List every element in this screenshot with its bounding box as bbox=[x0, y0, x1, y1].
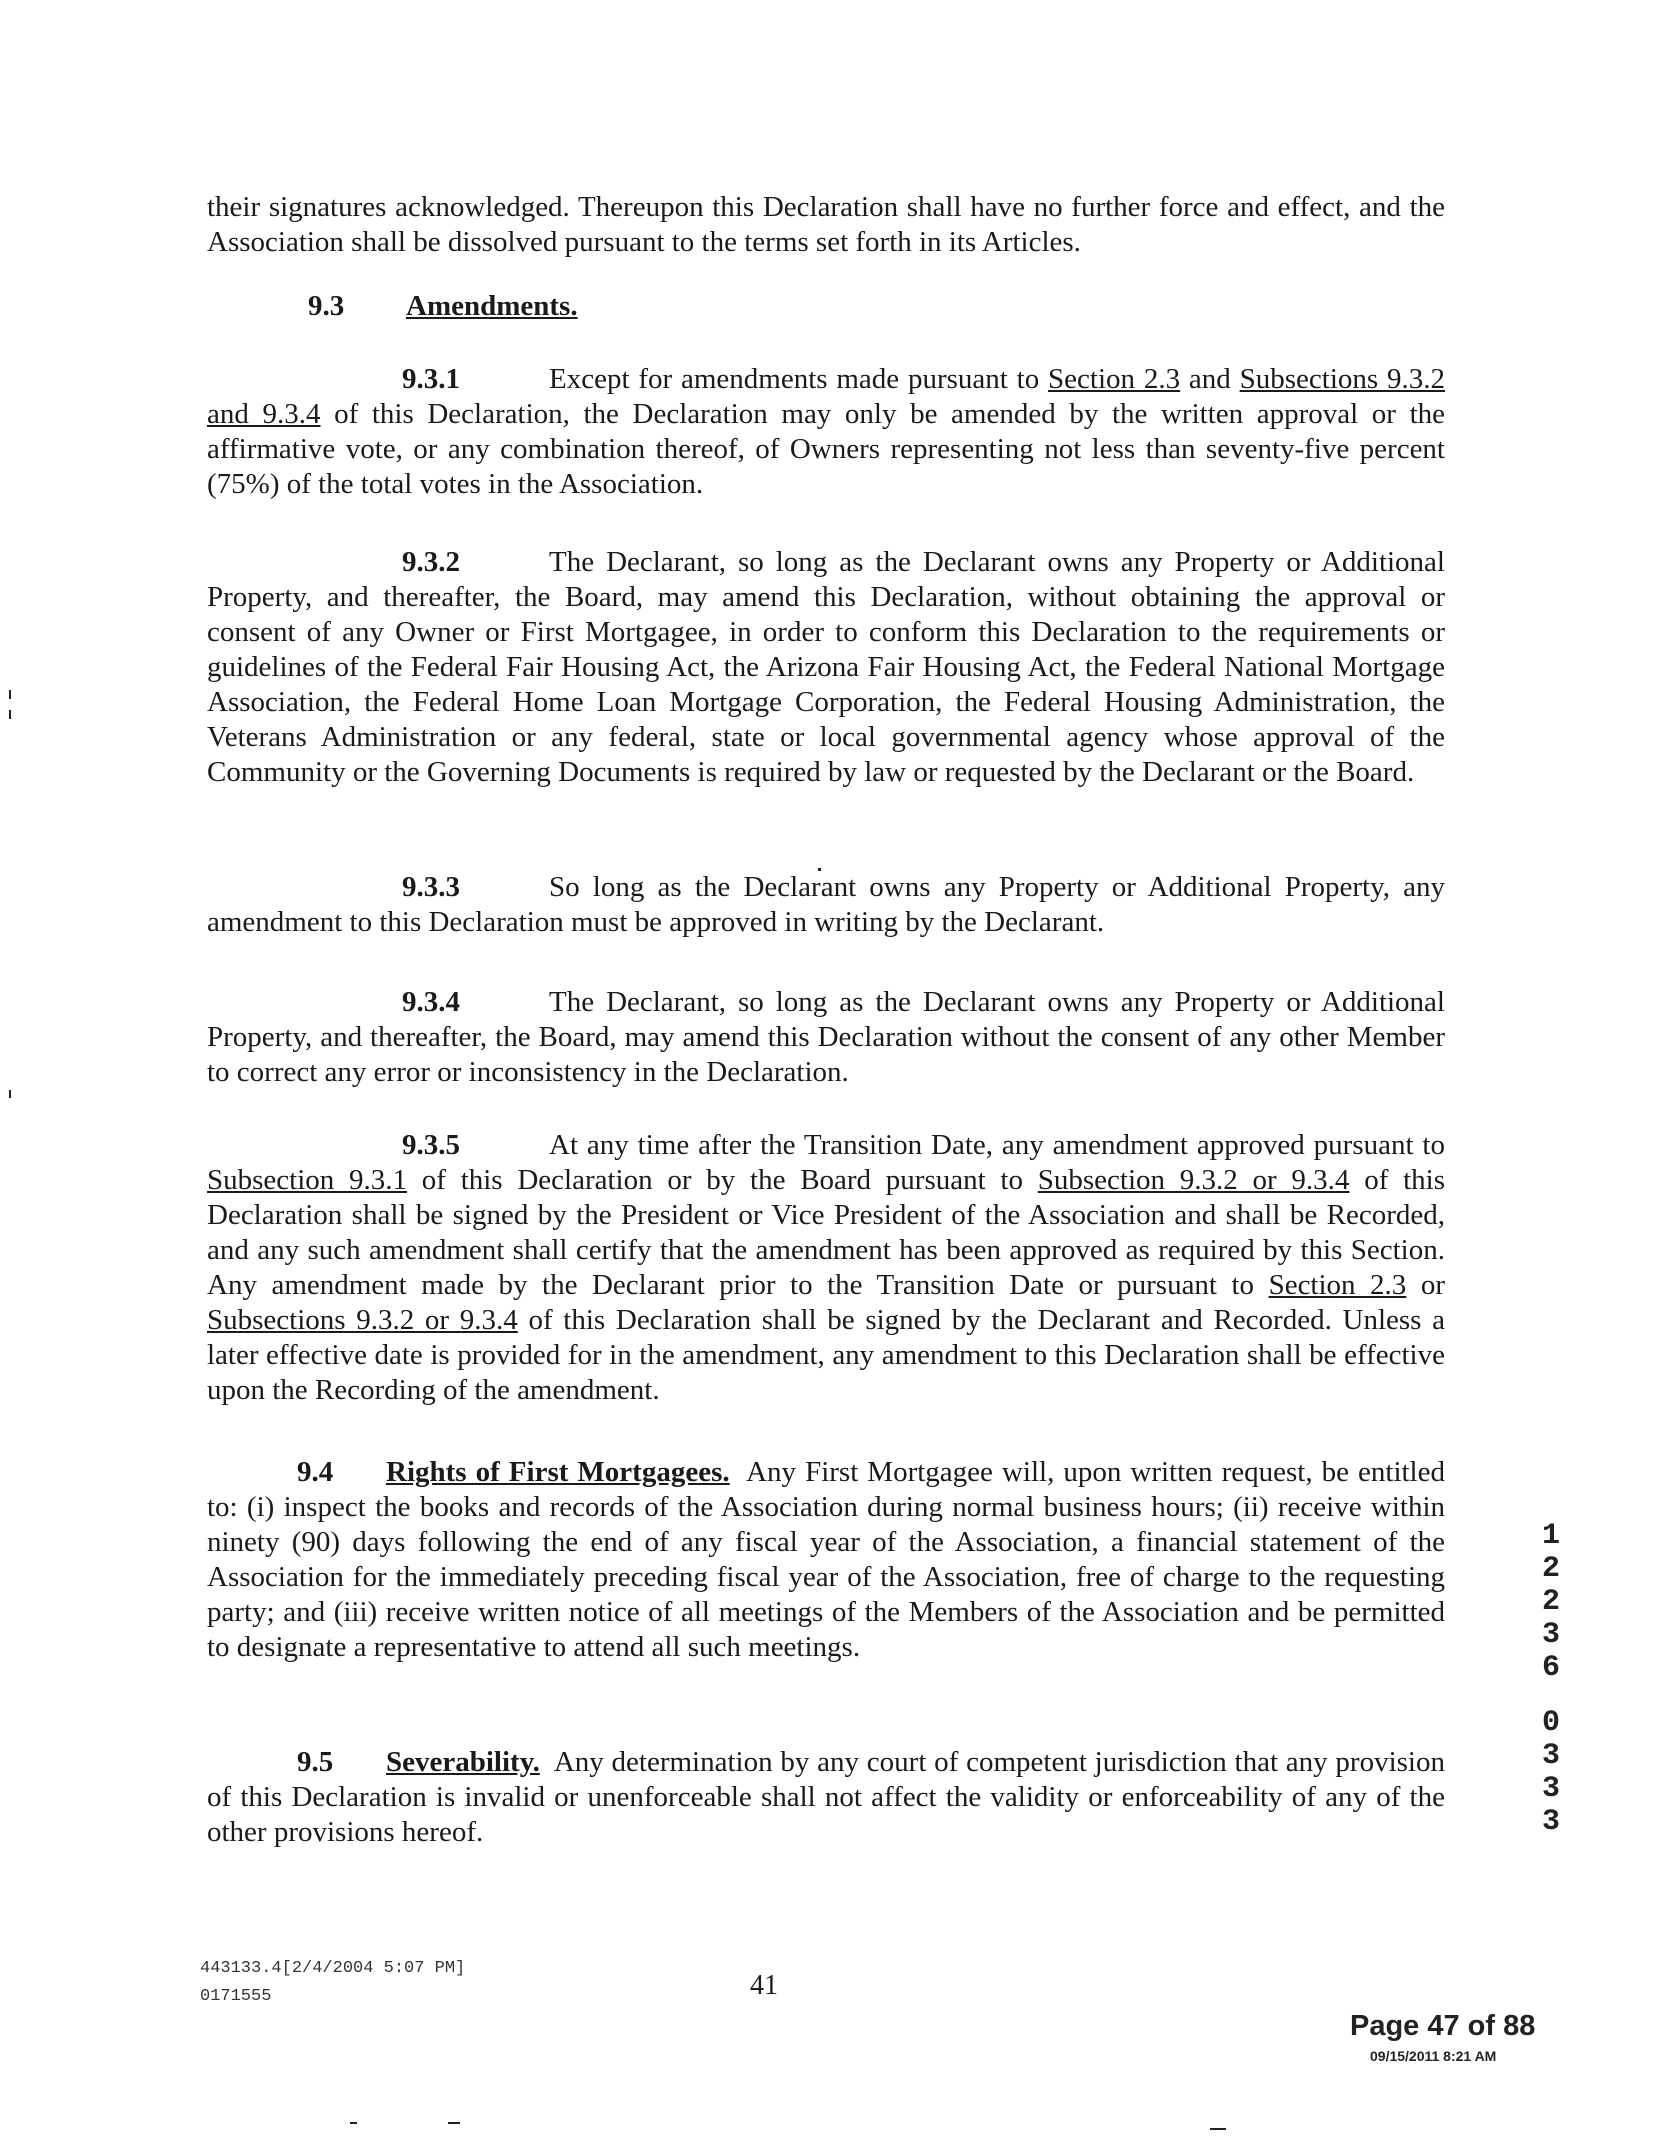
subsection-text: and bbox=[1180, 363, 1240, 395]
scan-mark bbox=[448, 2122, 460, 2124]
subsection-text: The Declarant, so long as the Declarant owns any Property or Additional Property, and thereafter, the Board, may amend this Declaration without the consent of any other Member to correct any error or inconsistency in the Declaration. bbox=[207, 986, 1445, 1088]
side-stamp-digit: 3 bbox=[1541, 1618, 1560, 1652]
subsection-text: The Declarant, so long as the Declarant owns any Property or Additional Property, and thereafter, the Board, may amend this Declaration, without obtaining the approval or consent of any Owner or First Mortgagee, in order to conform this Declaration to the requirements or guidelines of the Federal Fair Housing Act, the Arizona Fair Housing Act, the Federal National Mortgage Association, the Federal Home Loan Mortgage Corporation, the Federal Housing Administration, the Veterans Administration or any federal, state or local governmental agency whose approval of the Community or the Governing Documents is required by law or requested by the Declarant or the Board. bbox=[207, 546, 1445, 788]
section-9-4-number: 9.4 bbox=[297, 1456, 334, 1488]
side-stamp-digit: 0 bbox=[1541, 1706, 1560, 1740]
subsection-text: or bbox=[1406, 1269, 1445, 1301]
subsection-text: At any time after the Transition Date, any amendment approved pursuant to bbox=[549, 1129, 1445, 1161]
section-9-5-title: Severability. bbox=[386, 1746, 540, 1778]
subsection-9-3-1 bbox=[207, 362, 1445, 502]
section-9-3-heading bbox=[308, 290, 578, 323]
recording-timestamp: 09/15/2011 8:21 AM bbox=[1370, 2048, 1497, 2064]
subsection-number: 9.3.4 bbox=[402, 986, 460, 1018]
footer-document-reference bbox=[200, 1955, 465, 2011]
subsection-9-3-3 bbox=[207, 870, 1445, 940]
section-9-3-title: Amendments. bbox=[406, 290, 578, 322]
subsection-text: of this Declaration shall be signed by the Declarant and Recorded. Unless a later effective date is provided for in the amendment, any amendment to this Declaration shall be effective upon the Recording of the amendment. bbox=[207, 1304, 1445, 1406]
section-9-5-text: Any determination by any court of competent jurisdiction that any provision of this Declaration is invalid or unenforceable shall not affect the validity or enforceability of any of the other provisions hereof. bbox=[207, 1746, 1445, 1848]
section-9-3-number: 9.3 bbox=[308, 290, 345, 322]
section-reference: Subsections 9.3.2 or 9.3.4 bbox=[207, 1304, 518, 1336]
footer-doc-id: 0171555 bbox=[200, 1987, 272, 2006]
subsection-text: of this Declaration, the Declaration may only be amended by the written approval or the affirmative vote, or any combination thereof, of Owners representing not less than seventy-five percent (75%) of the total votes in the Association. bbox=[207, 398, 1445, 500]
section-reference: Subsections 9.3.2 and 9.3.4 bbox=[207, 363, 1445, 430]
side-stamp-digit: 3 bbox=[1541, 1805, 1560, 1839]
subsection-9-3-2 bbox=[207, 545, 1445, 790]
side-stamp-digit: 2 bbox=[1541, 1585, 1560, 1619]
subsection-number: 9.3.1 bbox=[402, 363, 460, 395]
section-9-5 bbox=[207, 1745, 1445, 1850]
opening-paragraph bbox=[207, 190, 1445, 260]
scan-mark bbox=[818, 868, 821, 871]
subsection-number: 9.3.3 bbox=[402, 871, 460, 903]
side-stamp-digit: 1 bbox=[1541, 1519, 1560, 1553]
side-stamp-digit: 3 bbox=[1541, 1739, 1560, 1773]
section-9-4-title: Rights of First Mortgagees. bbox=[386, 1456, 730, 1488]
scan-mark bbox=[9, 690, 11, 699]
side-stamp-digit: 3 bbox=[1541, 1772, 1560, 1806]
scan-mark bbox=[1210, 2128, 1226, 2130]
page-of-count: Page 47 of 88 bbox=[1350, 2010, 1536, 2042]
side-stamp-digit: 2 bbox=[1541, 1552, 1560, 1586]
opening-text: their signatures acknowledged. Thereupon this Declaration shall have no further force and effect, and the Association shall be dissolved pursuant to the terms set forth in its Articles. bbox=[207, 191, 1445, 258]
subsection-number: 9.3.5 bbox=[402, 1129, 460, 1161]
section-reference: Section 2.3 bbox=[1268, 1269, 1407, 1301]
scan-mark bbox=[9, 710, 11, 719]
subsection-9-3-5 bbox=[207, 1128, 1445, 1408]
section-reference: Subsection 9.3.1 bbox=[207, 1164, 408, 1196]
subsection-text: of this Declaration shall be signed by the President or Vice President of the Association and shall be Recorded, and any such amendment shall certify that the amendment has been approved as required by this Section. Any amendment made by the Declarant prior to the Transition Date or pursuant to bbox=[207, 1164, 1445, 1301]
scan-mark bbox=[350, 2122, 357, 2124]
subsection-text: So long as the Declarant owns any Property or Additional Property, any amendment to this Declaration must be approved in writing by the Declarant. bbox=[207, 871, 1445, 938]
section-9-4 bbox=[207, 1455, 1445, 1665]
section-reference: Section 2.3 bbox=[1048, 363, 1181, 395]
footer-doc-ref: 443133.4[2/4/2004 5:07 PM] bbox=[200, 1959, 466, 1978]
side-stamp-digit: 6 bbox=[1541, 1651, 1560, 1685]
side-stamp-group-2 bbox=[1536, 1707, 1566, 1839]
side-stamp-group-1 bbox=[1536, 1520, 1566, 1685]
section-reference: Subsection 9.3.2 or 9.3.4 bbox=[1037, 1164, 1350, 1196]
scan-mark bbox=[9, 1090, 11, 1098]
section-9-4-text: Any First Mortgagee will, upon written request, be entitled to: (i) inspect the books and records of the Association during normal business hours; (ii) receive within ninety (90) days following the end of any fiscal year of the Association, a financial statement of the Association for the immediately preceding fiscal year of the Association, free of charge to the requesting party; and (iii) receive written notice of all meetings of the Members of the Association and be permitted to designate a representative to attend all such meetings. bbox=[207, 1456, 1445, 1663]
section-9-5-number: 9.5 bbox=[297, 1746, 334, 1778]
subsection-9-3-4 bbox=[207, 985, 1445, 1090]
subsection-text: Except for amendments made pursuant to bbox=[549, 363, 1049, 395]
page-number: 41 bbox=[750, 1970, 778, 2001]
subsection-number: 9.3.2 bbox=[402, 546, 460, 578]
subsection-text: of this Declaration or by the Board pursuant to bbox=[407, 1164, 1038, 1196]
